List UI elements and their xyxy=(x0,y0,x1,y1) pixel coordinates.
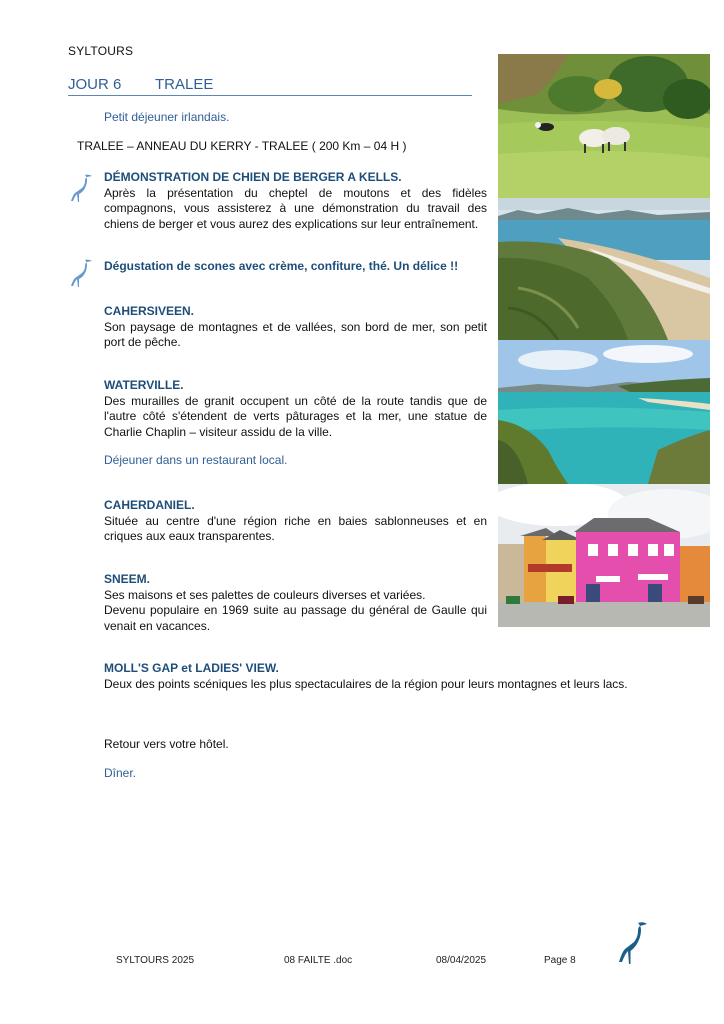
scones-line: Dégustation de scones avec crème, confiture, thé. Un délice !! xyxy=(104,259,459,273)
sneem-section xyxy=(104,572,487,634)
sheepdog-section xyxy=(104,170,487,232)
waterville-text: Des murailles de granit occupent un côté de la route tandis que de l'autre côté s'étendent de verts pâturages et la mer, une statue de Charlie Chaplin – visiteur assidu de la ville. xyxy=(104,393,487,439)
molls-section xyxy=(104,661,634,692)
sneem-title: SNEEM. xyxy=(104,572,151,586)
company-name: SYLTOURS xyxy=(68,44,134,58)
bay-photo xyxy=(498,340,710,484)
day-place: TRALEE xyxy=(155,76,214,93)
day-label: JOUR 6 xyxy=(68,76,122,93)
sneem-line1: Ses maisons et ses palettes de couleurs diverses et variées. xyxy=(104,587,426,602)
waterville-section xyxy=(104,378,487,440)
footer-file: 08 FAILTE .doc xyxy=(284,955,353,966)
village-photo xyxy=(498,484,710,627)
cahersiveen-title: CAHERSIVEEN. xyxy=(104,304,195,318)
sheepdog-title: DÉMONSTRATION DE CHIEN DE BERGER A KELLS. xyxy=(104,170,402,184)
caherdaniel-title: CAHERDANIEL. xyxy=(104,498,195,512)
sneem-text: Devenu populaire en 1969 suite au passage du général de Gaulle qui venait en vacances. xyxy=(104,603,487,633)
cahersiveen-text: Son paysage de montagnes et de vallées, son bord de mer, son petit port de pêche. xyxy=(104,319,487,349)
waterville-title: WATERVILLE. xyxy=(104,378,184,392)
sheep-photo xyxy=(498,54,710,198)
footer-page: Page 8 xyxy=(544,955,576,966)
breakfast-line: Petit déjeuner irlandais. xyxy=(104,110,230,124)
dinner-line: Dîner. xyxy=(104,766,137,780)
day-header xyxy=(68,76,472,96)
caherdaniel-text: Située au centre d'une région riche en baies sablonneuses et en criques aux eaux transparentes. xyxy=(104,513,487,543)
caherdaniel-section xyxy=(104,498,487,545)
footer-company: SYLTOURS 2025 xyxy=(116,955,195,966)
molls-text: Deux des points scéniques les plus spectaculaires de la région pour leurs montagnes et leurs lacs. xyxy=(104,676,628,691)
cahersiveen-section xyxy=(104,304,487,351)
footer-date: 08/04/2025 xyxy=(436,955,487,966)
heron-icon xyxy=(68,172,94,204)
lunch-line: Déjeuner dans un restaurant local. xyxy=(104,453,288,467)
coast-photo xyxy=(498,198,710,340)
heron-logo-icon xyxy=(616,920,648,966)
return-line: Retour vers votre hôtel. xyxy=(104,737,229,751)
molls-title: MOLL'S GAP et LADIES' VIEW. xyxy=(104,661,279,675)
heron-icon xyxy=(68,257,94,289)
route-line: TRALEE – ANNEAU DU KERRY - TRALEE ( 200 Km – 04 H ) xyxy=(77,139,407,153)
sheepdog-text: Après la présentation du cheptel de moutons et des fidèles compagnons, vous assisterez à une démonstration du travail des chiens de berger et vous aurez des explications sur leur entraînement. xyxy=(104,185,487,231)
